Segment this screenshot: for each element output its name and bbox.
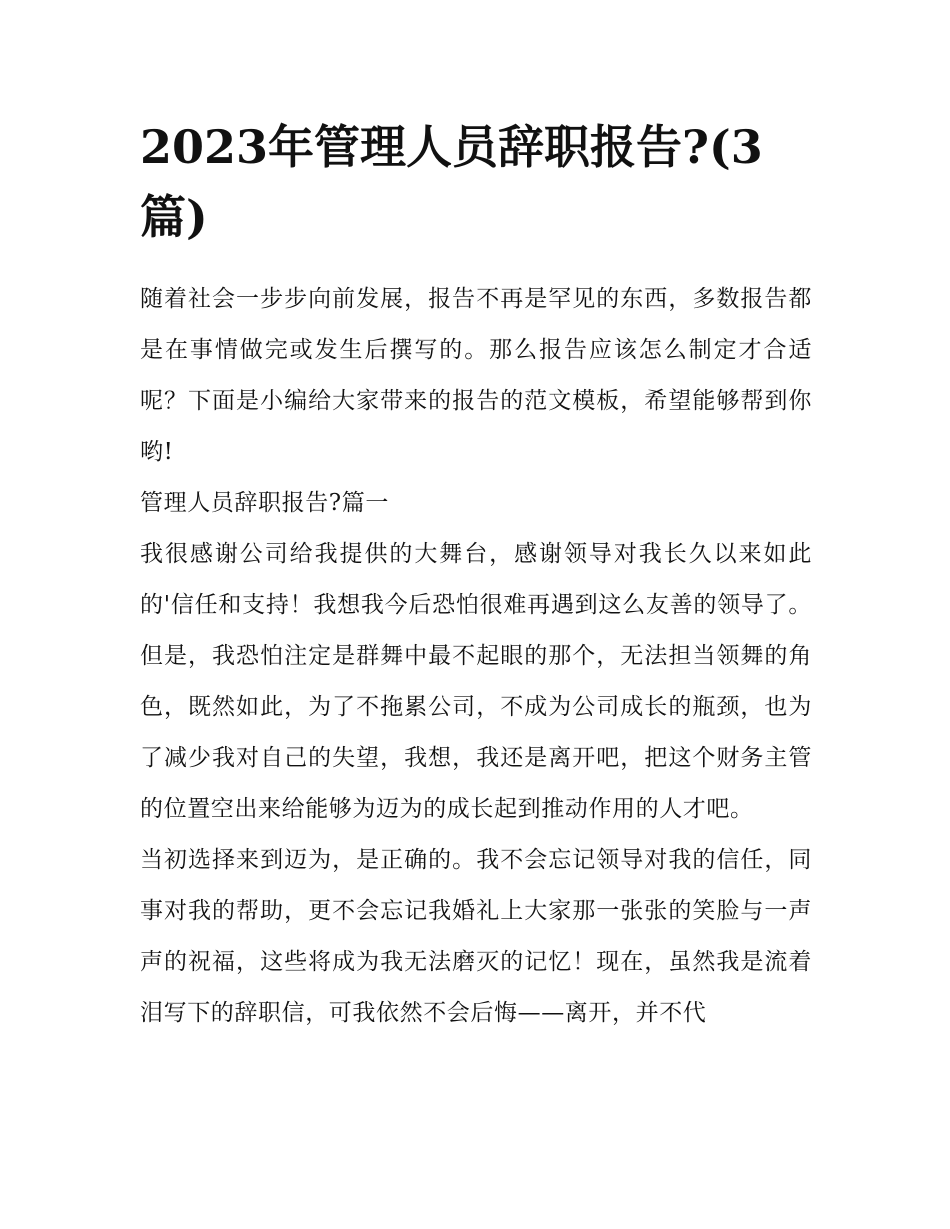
document-title: 2023年管理人员辞职报告?(3篇) <box>140 120 763 244</box>
intro-paragraph: 随着社会一步步向前发展，报告不再是罕见的东西，多数报告都是在事情做完或发生后撰写的。那么报告应该怎么制定才合适呢？下面是小编给大家带来的报告的范文模板，希望能够帮到你哟! <box>140 286 812 465</box>
document-page <box>140 112 812 1039</box>
section-heading: 管理人员辞职报告?篇一 <box>140 490 389 516</box>
body-paragraph-1: 我很感谢公司给我提供的大舞台，感谢领导对我长久以来如此的'信任和支持！我想我今后恐怕很难再遇到这么友善的领导了。但是，我恐怕注定是群舞中最不起眼的那个，无法担当领舞的角色，既然如此，为了不拖累公司，不成为公司成长的瓶颈，也为了减少我对自己的失望，我想，我还是离开吧，把这个财务主管的位置空出来给能够为迈为的成长起到推动作用的人才吧。 <box>140 541 812 822</box>
body-paragraph-2: 当初选择来到迈为，是正确的。我不会忘记领导对我的信任，同事对我的帮助，更不会忘记我婚礼上大家那一张张的笑脸与一声声的祝福，这些将成为我无法磨灭的记忆！现在，虽然我是流着泪写下的辞职信，可我依然不会后悔——离开，并不代 <box>140 847 812 1026</box>
